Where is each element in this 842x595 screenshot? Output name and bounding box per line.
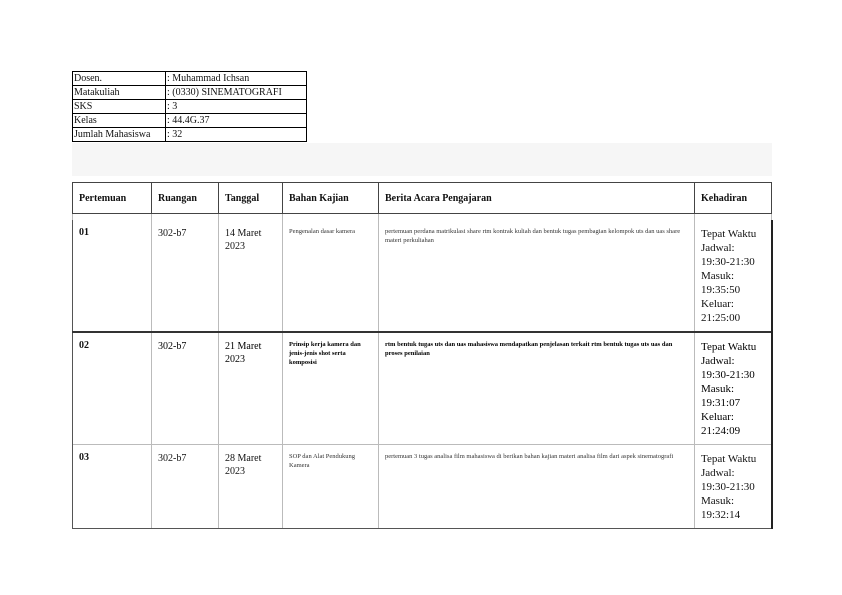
info-row-kelas [73,114,307,128]
header-kehadiran: Kehadiran [695,183,772,214]
teaching-report: rtm bentuk tugas uts dan uas mahasiswa mendapatkan penjelasan terkait rtm bentuk tugas uts uas dan proses penilaian [379,332,695,445]
teaching-log-table [72,182,773,529]
attendance [695,220,772,332]
info-row-jumlah-mahasiswa [73,128,307,142]
info-label: Kelas [73,114,166,128]
attendance-line: Masuk: [701,270,734,282]
attendance-line: 21:25:00 [701,312,741,324]
table-row [73,332,772,445]
date: 28 Maret 2023 [219,445,283,529]
attendance-status: Tepat Waktu [701,453,757,465]
info-value: : (0330) SINEMATOGRAFI [166,86,307,100]
attendance-status: Tepat Waktu [701,341,757,353]
topic: SOP dan Alat Pendukung Kamera [283,445,379,529]
info-value: : 32 [166,128,307,142]
attendance-status: Tepat Waktu [701,228,757,240]
meeting-number: 02 [73,332,152,445]
info-label: SKS [73,100,166,114]
header-ruangan: Ruangan [152,183,219,214]
room: 302-b7 [152,220,219,332]
course-info-table [72,71,307,142]
attendance [695,445,772,529]
info-value: : Muhammad Ichsan [166,72,307,86]
attendance-line: Jadwal: [701,355,735,367]
attendance-line: 19:35:50 [701,284,741,296]
header-bahan-kajian: Bahan Kajian [283,183,379,214]
info-value: : 44.4G.37 [166,114,307,128]
meeting-number: 03 [73,445,152,529]
attendance-line: Jadwal: [701,242,735,254]
info-row-sks [73,100,307,114]
info-label: Matakuliah [73,86,166,100]
info-row-dosen [73,72,307,86]
room: 302-b7 [152,445,219,529]
table-header-row [73,183,772,214]
teaching-report: pertemuan perdana matrikulasi share rtm kontrak kuliah dan bentuk tugas pembagian kelompok uts dan uas share materi perkuliahan [379,220,695,332]
topic: Prinsip kerja kamera dan jenis-jenis shot serta komposisi [283,332,379,445]
header-berita-acara: Berita Acara Pengajaran [379,183,695,214]
header-tanggal: Tanggal [219,183,283,214]
attendance [695,332,772,445]
date: 21 Maret 2023 [219,332,283,445]
attendance-line: Masuk: [701,383,734,395]
topic: Pengenalan dasar kamera [283,220,379,332]
info-label: Dosen. [73,72,166,86]
info-label: Jumlah Mahasiswa [73,128,166,142]
attendance-line: Keluar: [701,411,734,423]
teaching-report: pertemuan 3 tugas analisa film mahasiswa di berikan bahan kajian materi analisa film dari aspek sinematografi [379,445,695,529]
date: 14 Maret 2023 [219,220,283,332]
room: 302-b7 [152,332,219,445]
attendance-line: 19:32:14 [701,509,741,521]
attendance-line: 21:24:09 [701,425,741,437]
meeting-number: 01 [73,220,152,332]
info-row-matakuliah [73,86,307,100]
attendance-line: Keluar: [701,298,734,310]
table-row [73,220,772,332]
attendance-line: 19:30-21:30 [701,481,755,493]
header-pertemuan: Pertemuan [73,183,152,214]
attendance-line: Masuk: [701,495,734,507]
attendance-line: 19:31:07 [701,397,741,409]
table-row [73,445,772,529]
spacer-band [72,143,772,176]
attendance-line: Jadwal: [701,467,735,479]
info-value: : 3 [166,100,307,114]
attendance-line: 19:30-21:30 [701,369,755,381]
attendance-line: 19:30-21:30 [701,256,755,268]
